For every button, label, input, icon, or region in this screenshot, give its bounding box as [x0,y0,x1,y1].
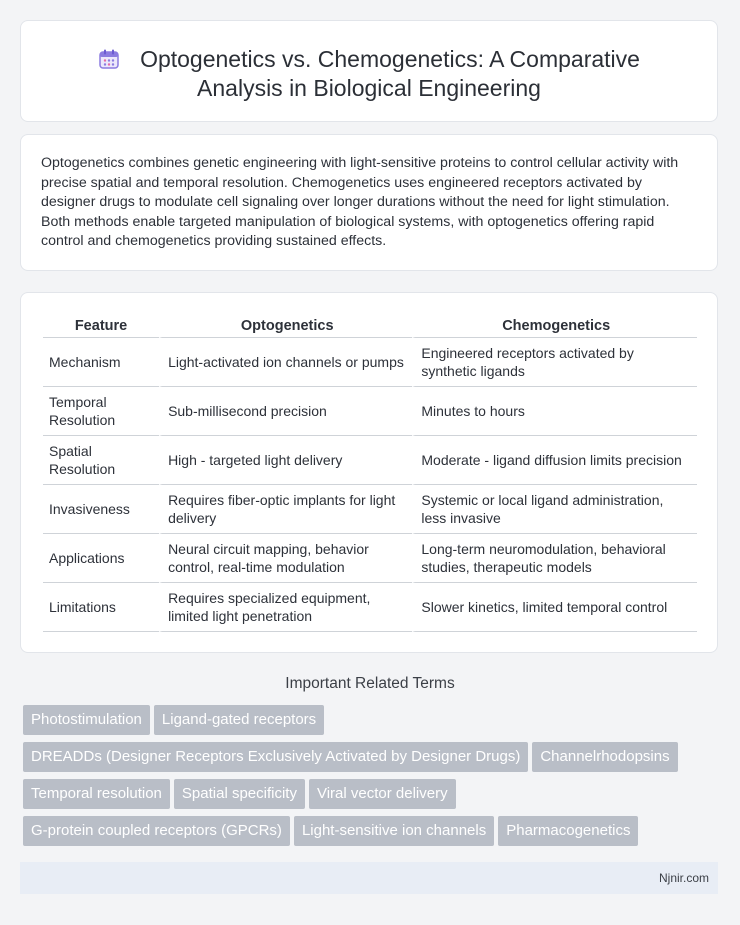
title-card [20,20,718,122]
header-feature: Feature [43,315,159,338]
table-row [43,436,697,485]
footer-site-link[interactable]: Njnir.com [658,871,709,885]
chemogenetics-cell: Minutes to hours [412,387,697,436]
tag-row [23,705,723,742]
feature-cell: Invasiveness [43,485,159,534]
optogenetics-cell: Sub-millisecond precision [159,387,412,436]
feature-cell: Temporal Resolution [43,387,159,436]
optogenetics-cell: Neural circuit mapping, behavior control, real-time modulation [159,534,412,583]
term-tag[interactable]: Viral vector delivery [309,779,456,809]
chemogenetics-cell: Long-term neuromodulation, behavioral studies, therapeutic models [412,534,697,583]
intro-card [20,134,718,271]
chemogenetics-cell: Engineered receptors activated by synthetic ligands [412,338,697,387]
optogenetics-cell: Requires fiber-optic implants for light delivery [159,485,412,534]
optogenetics-cell: Light-activated ion channels or pumps [159,338,412,387]
related-terms-heading: Important Related Terms [285,675,455,692]
page-title [21,45,717,103]
title-line-1: Optogenetics vs. Chemogenetics: A Comparative [140,46,640,72]
term-tag[interactable]: Temporal resolution [23,779,170,809]
tag-row [23,779,723,816]
term-tag[interactable]: G-protein coupled receptors (GPCRs) [23,816,290,846]
feature-cell: Spatial Resolution [43,436,159,485]
optogenetics-cell: Requires specialized equipment, limited light penetration [159,583,412,632]
table-row [43,485,697,534]
tag-row [23,816,723,853]
related-terms-list [23,705,723,853]
table-header-row [43,315,697,338]
table-row [43,338,697,387]
chemogenetics-cell: Slower kinetics, limited temporal control [412,583,697,632]
footer-bar [20,862,718,894]
tag-row [23,742,723,779]
calendar-icon [98,48,120,70]
header-optogenetics: Optogenetics [159,315,412,338]
term-tag[interactable]: Pharmacogenetics [498,816,638,846]
intro-paragraph: Optogenetics combines genetic engineering with light-sensitive proteins to control cellular activity with precise spatial and temporal resolution. Chemogenetics uses engineered receptors activated by designer drugs to modulate cell signaling over longer durations without the need for light stimulation. Both methods enable targeted manipulation of biological systems, with optogenetics offering rapid control and chemogenetics providing sustained effects. [41,155,679,250]
title-line-2: Analysis in Biological Engineering [197,75,541,101]
feature-cell: Mechanism [43,338,159,387]
term-tag[interactable]: Spatial specificity [174,779,305,809]
feature-cell: Limitations [43,583,159,632]
table-row [43,387,697,436]
term-tag[interactable]: DREADDs (Designer Receptors Exclusively Activated by Designer Drugs) [23,742,528,772]
chemogenetics-cell: Moderate - ligand diffusion limits precision [412,436,697,485]
chemogenetics-cell: Systemic or local ligand administration, less invasive [412,485,697,534]
term-tag[interactable]: Light-sensitive ion channels [294,816,494,846]
term-tag[interactable]: Ligand-gated receptors [154,705,324,735]
comparison-card [20,292,718,653]
comparison-table [43,315,697,632]
term-tag[interactable]: Photostimulation [23,705,150,735]
table-row [43,534,697,583]
header-chemogenetics: Chemogenetics [412,315,697,338]
optogenetics-cell: High - targeted light delivery [159,436,412,485]
term-tag[interactable]: Channelrhodopsins [532,742,677,772]
table-row [43,583,697,632]
feature-cell: Applications [43,534,159,583]
